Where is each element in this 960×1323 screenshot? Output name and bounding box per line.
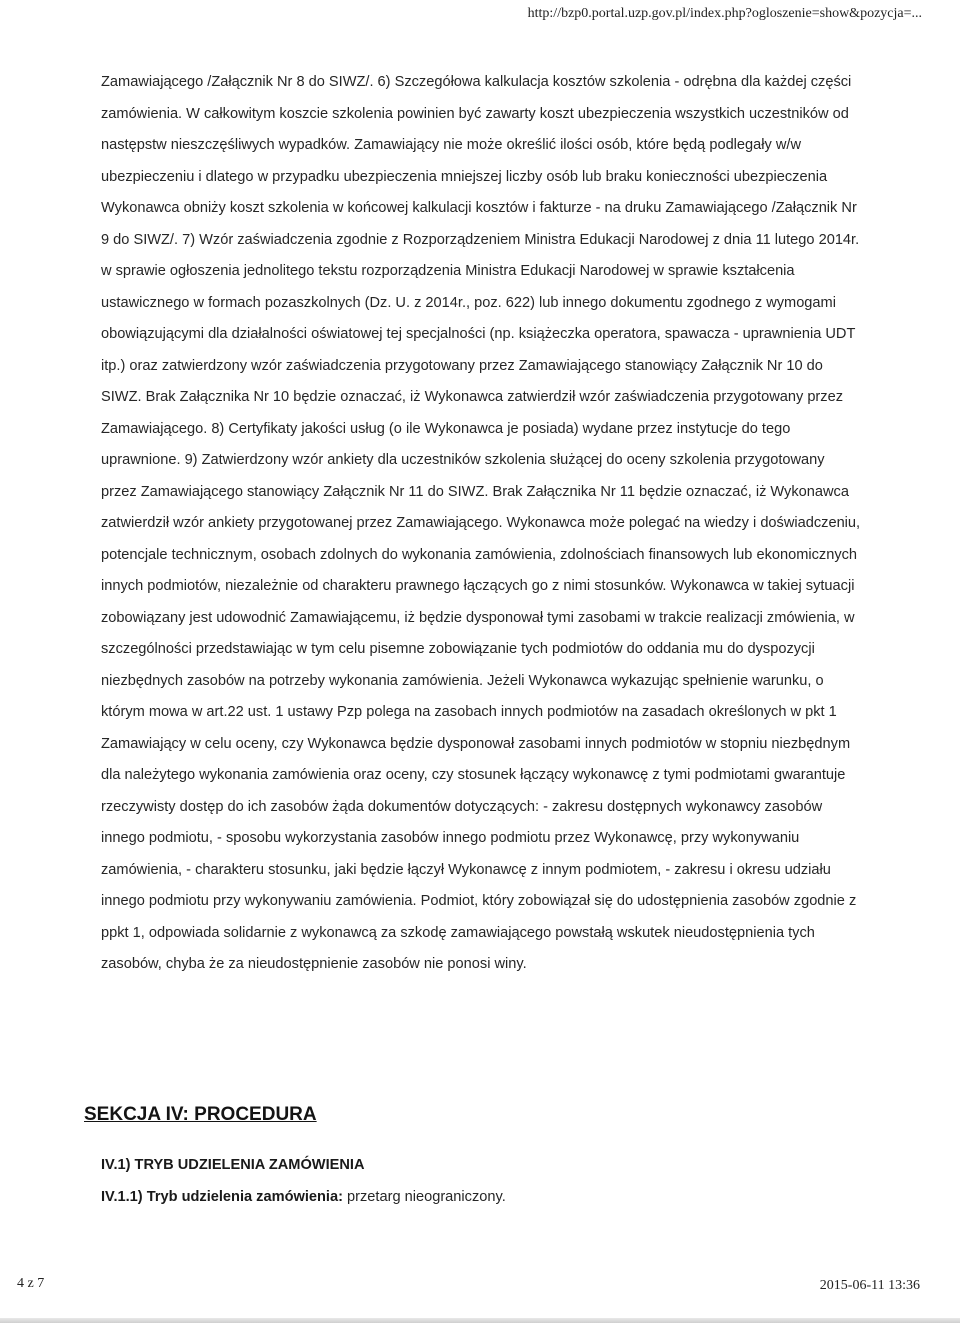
scan-edge [0, 1318, 960, 1323]
tryb-value: przetarg nieograniczony. [342, 1189, 506, 1205]
page-number: 4 z 7 [17, 1276, 45, 1291]
page-url: http://bzp0.portal.uzp.gov.pl/index.php?ogloszenie=show&pozycja=... [527, 6, 922, 21]
subsection-title: IV.1) TRYB UDZIELENIA ZAMÓWIENIA [101, 1157, 365, 1173]
section-title: SEKCJA IV: PROCEDURA [84, 1104, 317, 1125]
print-timestamp: 2015-06-11 13:36 [819, 1278, 920, 1293]
tryb-line [101, 1189, 506, 1205]
body-paragraph: Zamawiającego /Załącznik Nr 8 do SIWZ/. 6) Szczegółowa kalkulacja kosztów szkolenia - odrębna dla każdej części zamówienia. W całkowitym koszcie szkolenia powinien być zawarty koszt ubezpieczenia wszystkich uczestników od następstw nieszczęśliwych wypadków. Zamawiający nie może określić ilości osób, które będą podlegały w/w ubezpieczeniu i dlatego w przypadku ubezpieczenia mniejszej liczby osób lub braku konieczności ubezpieczenia Wykonawca obniży koszt szkolenia w końcowej kalkulacji kosztów i fakturze - na druku Zamawiającego /Załącznik Nr 9 do SIWZ/. 7) Wzór zaświadczenia zgodnie z Rozporządzeniem Ministra Edukacji Narodowej z dnia 11 lutego 2014r. w sprawie ogłoszenia jednolitego tekstu rozporządzenia Ministra Edukacji Narodowej w sprawie kształcenia ustawicznego w formach pozaszkolnych (Dz. U. z 2014r., poz. 622) lub innego dokumentu zgodnego z wymogami obowiązującymi dla działalności oświatowej tej specjalności (np. książeczka operatora, spawacza - uprawnienia UDT itp.) oraz zatwierdzony wzór zaświadczenia przygotowany przez Zamawiającego stanowiący Załącznik Nr 10 do SIWZ. Brak Załącznika Nr 10 będzie oznaczać, iż Wykonawca zatwierdził wzór zaświadczenia przygotowany przez Zamawiającego. 8) Certyfikaty jakości usług (o ile Wykonawca je posiada) wydane przez instytucje do tego uprawnione. 9) Zatwierdzony wzór ankiety dla uczestników szkolenia służącej do oceny szkolenia przygotowany przez Zamawiającego stanowiący Załącznik Nr 11 do SIWZ. Brak Załącznika Nr 11 będzie oznaczać, iż Wykonawca zatwierdził wzór ankiety przygotowanej przez Zamawiającego. Wykonawca może polegać na wiedzy i doświadczeniu, potencjale technicznym, osobach zdolnych do wykonania zamówienia, zdolnościach finansowych lub ekonomicznych innych podmiotów, niezależnie od charakteru prawnego łączących go z nimi stosunków. Wykonawca w takiej sytuacji zobowiązany jest udowodnić Zamawiającemu, iż będzie dysponował tymi zasobami w trakcie realizacji zmówienia, w szczególności przedstawiając w tym celu pisemne zobowiązanie tych podmiotów do oddania mu do dyspozycji niezbędnych zasobów na potrzeby wykonania zamówienia. Jeżeli Wykonawca wykazując spełnienie warunku, o którym mowa w art.22 ust. 1 ustawy Pzp polega na zasobach innych podmiotów na zasadach określonych w pkt 1 Zamawiający w celu oceny, czy Wykonawca będzie dysponował zasobami innych podmiotów w stopniu niezbędnym dla należytego wykonania zamówienia oraz oceny, czy stosunek łączący wykonawcę z tymi podmiotami gwarantuje rzeczywisty dostęp do ich zasobów żąda dokumentów dotyczących: - zakresu dostępnych wykonawcy zasobów innego podmiotu, - sposobu wykorzystania zasobów innego podmiotu przez Wykonawcę, przy wykonywaniu zamówienia, - charakteru stosunku, jaki będzie łączył Wykonawcę z innym podmiotem, - zakresu i okresu udziału innego podmiotu przy wykonywaniu zamówienia. Podmiot, który zobowiązał się do udostępnienia zasobów zgodnie z ppkt 1, odpowiada solidarnie z wykonawcą za szkodę zamawiającego powstałą wskutek nieudostępnienia tych zasobów, chyba że za nieudostępnienie zasobów nie ponosi winy. [101, 74, 861, 972]
tryb-label: IV.1.1) Tryb udzielenia zamówienia: [101, 1189, 343, 1205]
